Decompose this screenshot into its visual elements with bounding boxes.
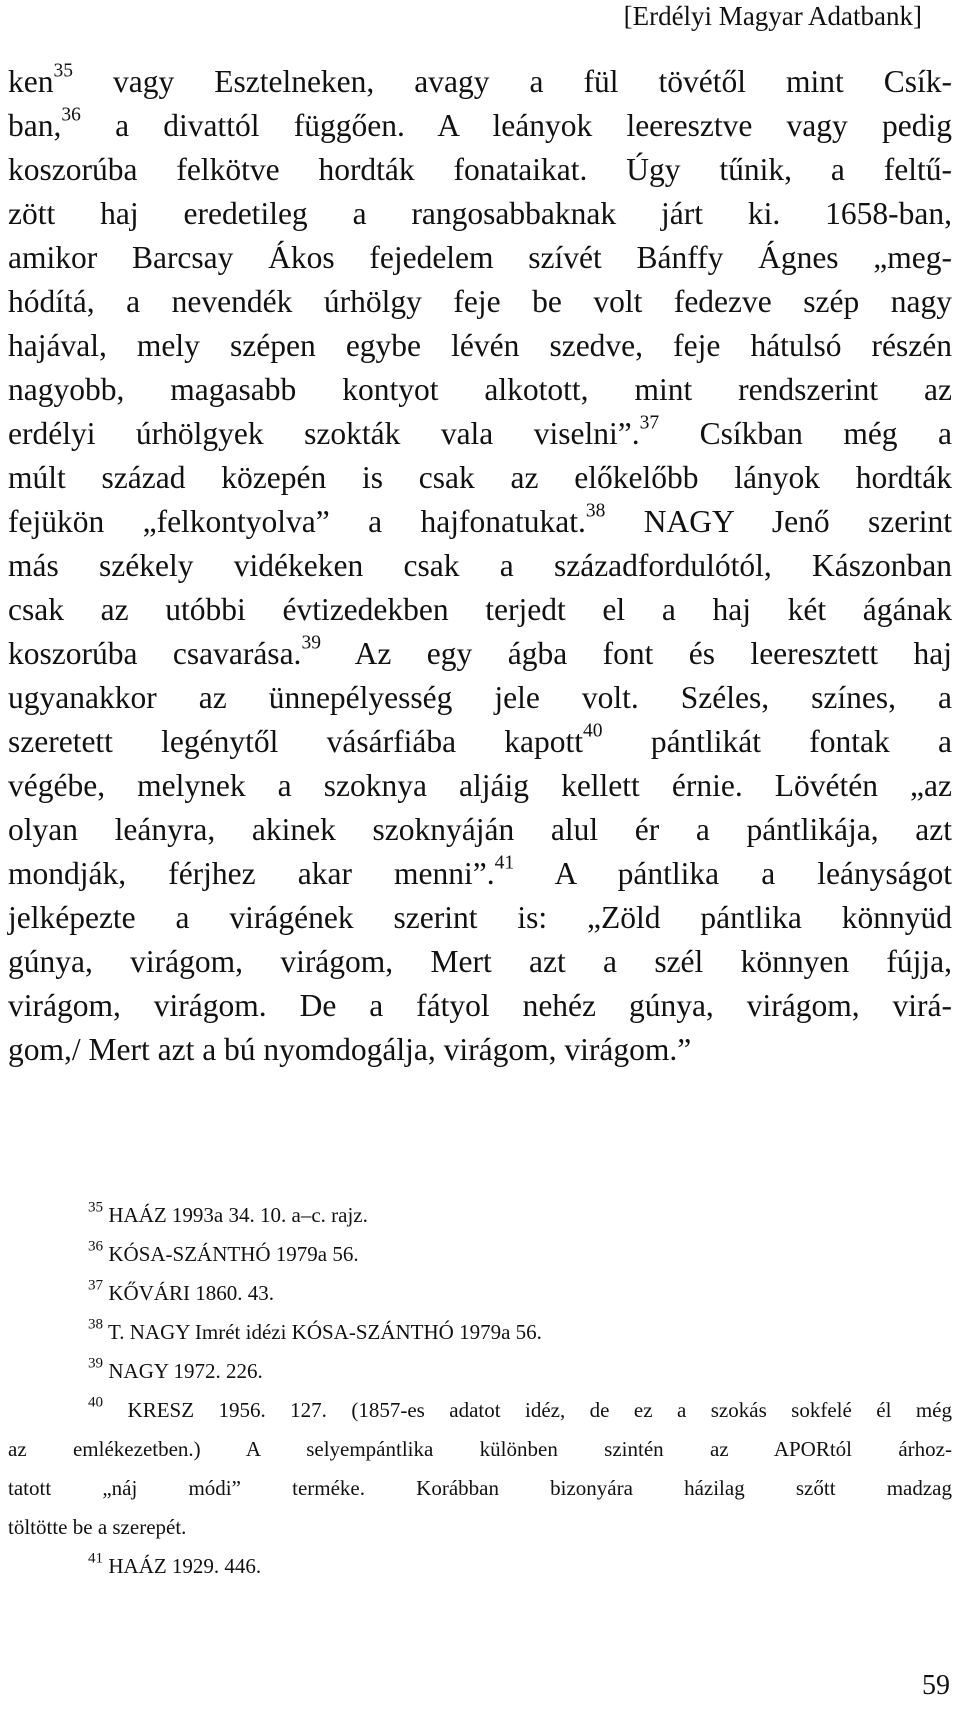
footnote-40-continuation: tatott „náj módi” terméke. Korábban bizonyára házilag szőtt madzag bbox=[8, 1476, 952, 1500]
body-line: olyan leányra, akinek szoknyáján alul ér a pántlikája, azt bbox=[8, 812, 952, 847]
body-line: végébe, melynek a szoknya aljáig kellett érnie. Lövétén „az bbox=[8, 768, 952, 803]
body-line: múlt század közepén is csak az előkelőbb lányok hordták bbox=[8, 460, 952, 495]
footnote-37: $^{37}$ KŐVÁRI 1860. 43. bbox=[88, 1277, 275, 1305]
footnote-ref-37[interactable]: 37 bbox=[639, 412, 660, 434]
body-line: virágom, virágom. De a fátyol nehéz gúnya, virágom, virá- bbox=[8, 988, 952, 1023]
body-line: koszorúba csavarása.$^{39}$ Az egy ágba font és leeresztett haj bbox=[8, 632, 953, 671]
body-line: ugyanakkor az ünnepélyesség jele volt. Széles, színes, a bbox=[8, 680, 952, 715]
footnote-ref-39[interactable]: 39 bbox=[301, 632, 321, 654]
body-line: mondják, férjhez akar menni”.$^{41}$ A pántlika a leányságot bbox=[8, 852, 952, 891]
body-line: fejükön „felkontyolva” a hajfonatukat.$^{38}$ NAGY Jenő szerint bbox=[8, 500, 953, 539]
page-header: [Erdélyi Magyar Adatbank] bbox=[623, 1, 922, 31]
footnote-36: $^{36}$ KÓSA-SZÁNTHÓ 1979a 56. bbox=[88, 1238, 359, 1266]
body-line: más székely vidékeken csak a századfordulótól, Kászonban bbox=[8, 548, 952, 583]
body-line: hódítá, a nevendék úrhölgy feje be volt fedezve szép nagy bbox=[8, 284, 952, 319]
body-text bbox=[8, 60, 952, 1072]
footnotes bbox=[8, 1196, 952, 1586]
body-line: koszorúba felkötve hordták fonataikat. Úgy tűnik, a feltű- bbox=[8, 152, 952, 187]
footnote-ref-38[interactable]: 38 bbox=[585, 500, 606, 522]
footnote-39: $^{39}$ NAGY 1972. 226. bbox=[88, 1355, 263, 1383]
footnote-ref-40[interactable]: 40 bbox=[583, 720, 603, 742]
body-line: csak az utóbbi évtizedekben terjedt el a haj két ágának bbox=[8, 592, 952, 627]
body-line: amikor Barcsay Ákos fejedelem szívét Bánffy Ágnes „meg- bbox=[8, 240, 952, 275]
footnote-ref-36[interactable]: 36 bbox=[61, 104, 81, 126]
body-line: nagyobb, magasabb kontyot alkotott, mint rendszerint az bbox=[8, 372, 952, 407]
footnote-41: $^{41}$ HAÁZ 1929. 446. bbox=[88, 1550, 262, 1578]
body-line: ken$^{35}$ vagy Esztelneken, avagy a fül tövétől mint Csík- bbox=[8, 60, 952, 99]
body-line: hajával, mely szépen egybe lévén szedve, feje hátulsó részén bbox=[8, 328, 952, 363]
body-line: gúnya, virágom, virágom, Mert azt a szél könnyen fújja, bbox=[8, 944, 952, 979]
footnote-40-continuation: az emlékezetben.) A selyempántlika különben szintén az APORtól árhoz- bbox=[8, 1437, 952, 1461]
body-line: szeretett legénytől vásárfiába kapott$^{40}$ pántlikát fontak a bbox=[8, 720, 952, 759]
footnote-ref-35[interactable]: 35 bbox=[53, 60, 73, 82]
page-number: 59 bbox=[922, 1670, 950, 1701]
footnote-38: $^{38}$ T. NAGY Imrét idézi KÓSA-SZÁNTHÓ 1979a 56. bbox=[88, 1316, 542, 1344]
body-line: gom,/ Mert azt a bú nyomdogálja, virágom, virágom.” bbox=[8, 1032, 692, 1067]
body-line: erdélyi úrhölgyek szokták vala viselni”.$^{37}$ Csíkban még a bbox=[8, 412, 953, 451]
footnote-35: $^{35}$ HAÁZ 1993a 34. 10. a–c. rajz. bbox=[88, 1199, 368, 1227]
footnote-ref-41[interactable]: 41 bbox=[494, 852, 515, 874]
body-line: jelképezte a virágének szerint is: „Zöld pántlika könnyüd bbox=[8, 900, 952, 935]
footnote-40: $^{40}$ KRESZ 1956. 127. (1857-es adatot idéz, de ez a szokás sokfelé él még bbox=[88, 1394, 952, 1422]
body-line: ban,$^{36}$ a divattól függően. A leányok leeresztve vagy pedig bbox=[8, 104, 952, 143]
footnote-40-continuation: töltötte be a szerepét. bbox=[8, 1515, 187, 1539]
body-line: zött haj eredetileg a rangosabbaknak járt ki. 1658-ban, bbox=[8, 196, 952, 231]
